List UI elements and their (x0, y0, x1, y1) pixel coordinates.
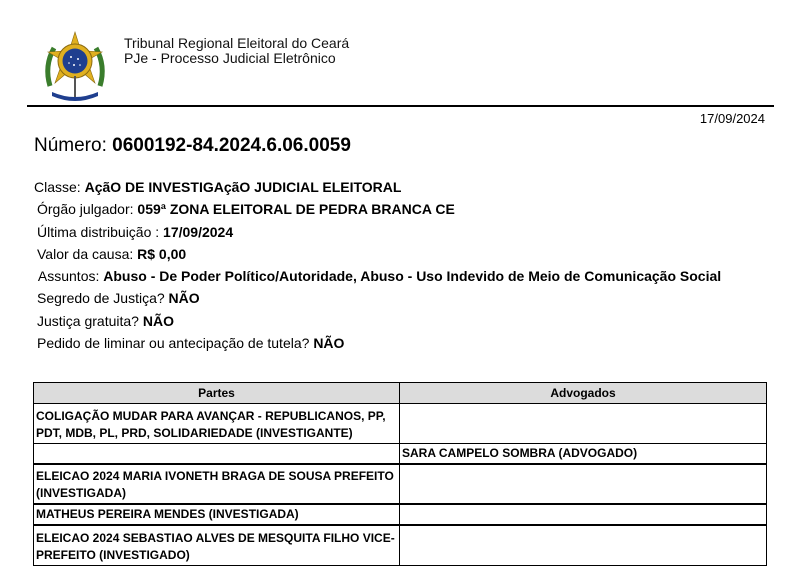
orgao-label: Órgão julgador: (37, 201, 134, 218)
segredo-value: NÃO (168, 290, 200, 307)
valor-row (34, 243, 764, 265)
advogado-cell (400, 504, 767, 525)
orgao-value: 059ª ZONA ELEITORAL DE PEDRA BRANCA CE (137, 201, 455, 218)
distribuicao-label: Última distribuição : (37, 223, 160, 240)
parte-cell: COLIGAÇÃO MUDAR PARA AVANÇAR - REPUBLICANOS, PP, PDT, MDB, PL, PRD, SOLIDARIEDADE (INVESTIGANTE) (34, 404, 400, 444)
partes-header: Partes (34, 383, 400, 404)
distribuicao-value: 17/09/2024 (163, 223, 234, 240)
segredo-row (34, 287, 764, 309)
table-row (34, 525, 767, 565)
brazil-coat-of-arms-icon (40, 28, 110, 104)
classe-row (34, 176, 764, 198)
parte-cell: MATHEUS PEREIRA MENDES (INVESTIGADA) (34, 504, 400, 525)
process-details (34, 176, 764, 354)
gratuita-value: NÃO (142, 312, 174, 329)
table-row (34, 504, 767, 525)
table-header-row (34, 383, 767, 404)
parte-cell (34, 444, 400, 465)
parte-cell: ELEICAO 2024 SEBASTIAO ALVES DE MESQUITA FILHO VICE-PREFEITO (INVESTIGADO) (34, 525, 400, 565)
table-row (34, 464, 767, 504)
header-divider (27, 105, 774, 107)
liminar-row (34, 332, 764, 354)
table-row (34, 444, 767, 465)
document-header (0, 0, 800, 106)
numero-label: Número: (34, 135, 107, 156)
advogado-cell (400, 404, 767, 444)
classe-value: AçãO DE INVESTIGAçãO JUDICIAL ELEITORAL (84, 179, 402, 195)
assuntos-row (34, 265, 764, 287)
process-number (34, 135, 351, 157)
court-name: Tribunal Regional Eleitoral do Ceará (124, 35, 350, 51)
assuntos-value: Abuso - De Poder Político/Autoridade, Abuso - Uso Indevido de Meio de Comunicação Social (103, 268, 722, 285)
classe-label: Classe: (34, 179, 81, 195)
advogado-cell: SARA CAMPELO SOMBRA (ADVOGADO) (400, 444, 767, 465)
liminar-label: Pedido de liminar ou antecipação de tutela? (37, 335, 310, 352)
advogado-cell (400, 464, 767, 504)
table-row (34, 404, 767, 444)
parte-cell: ELEICAO 2024 MARIA IVONETH BRAGA DE SOUSA PREFEITO (INVESTIGADA) (34, 464, 400, 504)
valor-label: Valor da causa: (37, 245, 134, 262)
print-date: 17/09/2024 (699, 111, 765, 126)
gratuita-label: Justiça gratuita? (37, 312, 139, 329)
valor-value: R$ 0,00 (137, 245, 187, 262)
parties-table (33, 382, 767, 566)
advogados-header: Advogados (400, 383, 767, 404)
numero-value: 0600192-84.2024.6.06.0059 (112, 135, 351, 156)
assuntos-label: Assuntos: (37, 268, 100, 285)
gratuita-row (34, 310, 764, 332)
advogado-cell (400, 525, 767, 565)
segredo-label: Segredo de Justiça? (37, 290, 165, 307)
orgao-row (34, 198, 764, 220)
distribuicao-row (34, 221, 764, 243)
system-name: PJe - Processo Judicial Eletrônico (124, 50, 336, 66)
liminar-value: NÃO (313, 335, 345, 352)
